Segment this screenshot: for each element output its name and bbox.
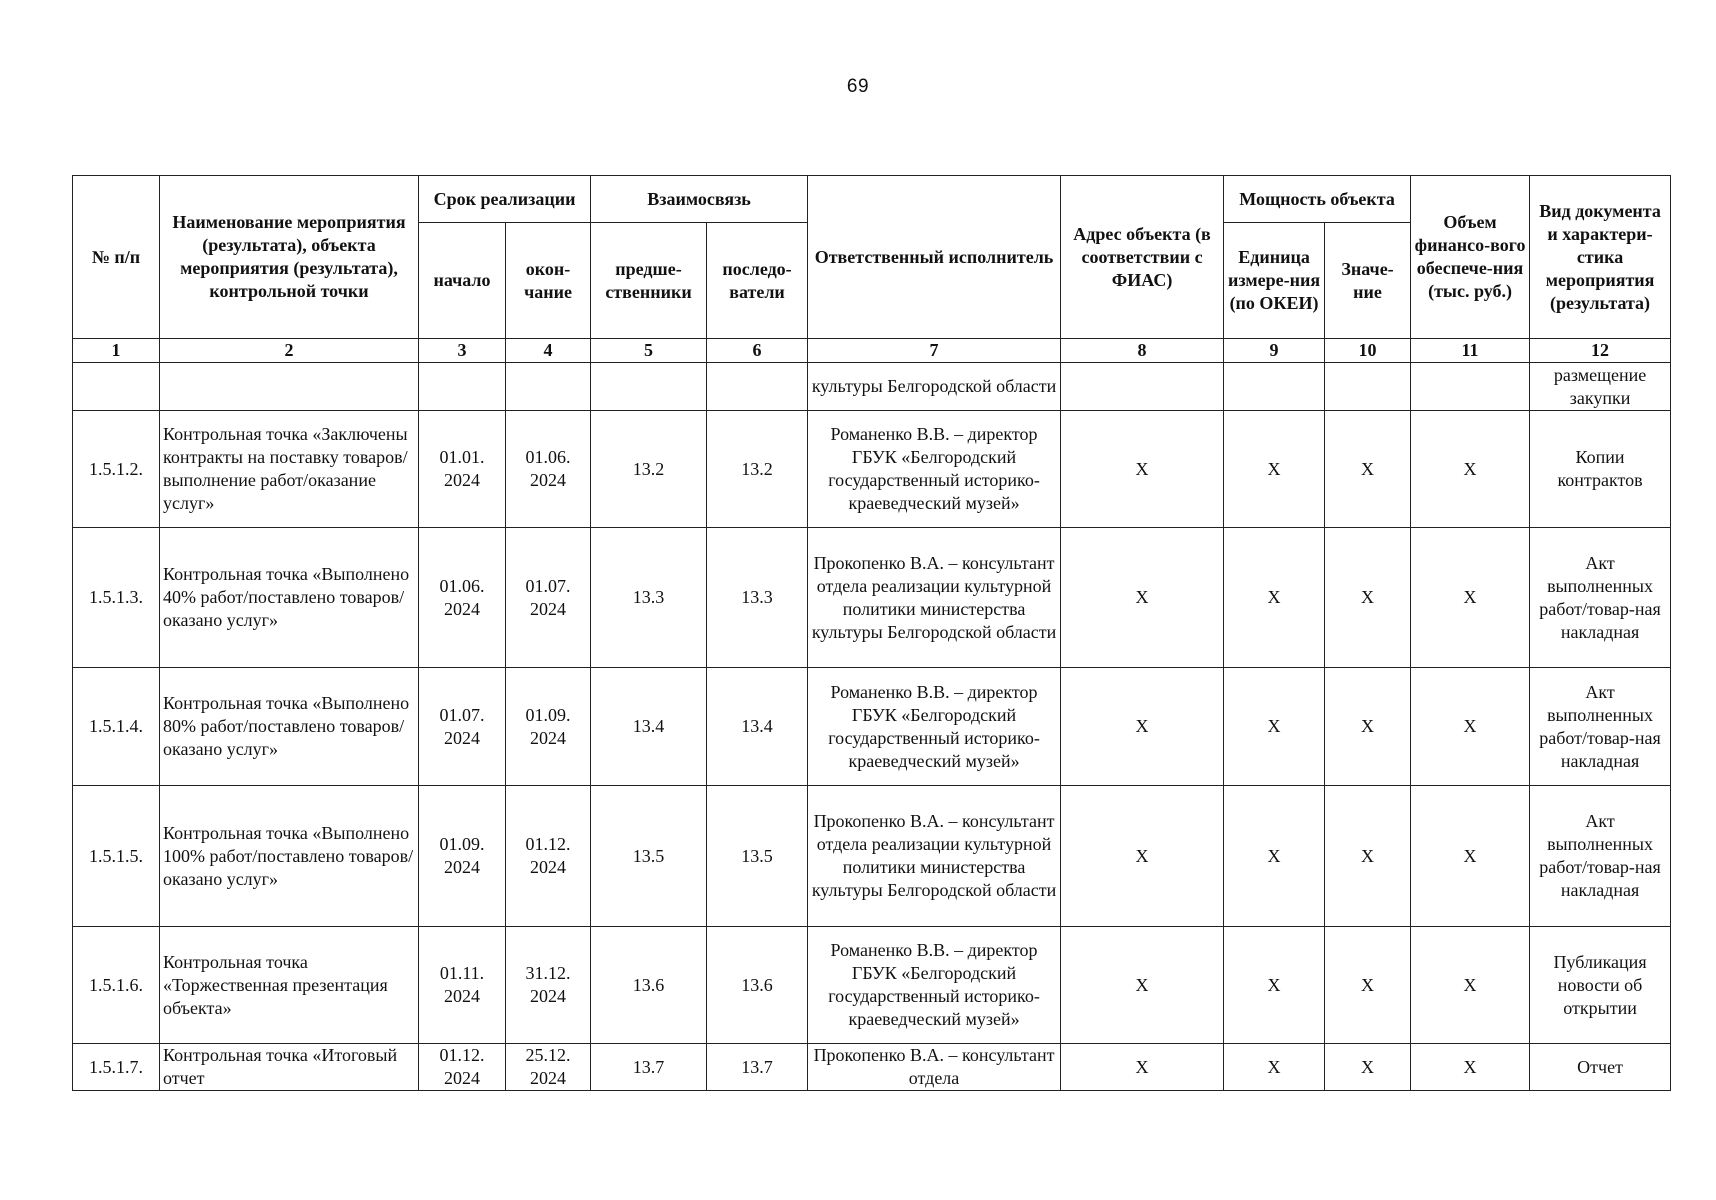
- column-number: 2: [160, 339, 419, 363]
- header-end: окон-чание: [506, 223, 591, 339]
- cell-value: X: [1325, 411, 1411, 528]
- cell-unit: [1224, 363, 1325, 411]
- cell-finance: [1411, 363, 1530, 411]
- cell-address: X: [1061, 411, 1224, 528]
- cell-num: 1.5.1.2.: [73, 411, 160, 528]
- cell-name: Контрольная точка «Выполнено 80% работ/поставлено товаров/оказано услуг»: [160, 668, 419, 786]
- cell-start: 01.07. 2024: [419, 668, 506, 786]
- page-number: 69: [846, 76, 870, 97]
- cell-address: X: [1061, 668, 1224, 786]
- cell-num: [73, 363, 160, 411]
- cell-value: X: [1325, 786, 1411, 927]
- cell-finance: X: [1411, 786, 1530, 927]
- cell-start: [419, 363, 506, 411]
- column-number: 10: [1325, 339, 1411, 363]
- header-successors: последо-ватели: [707, 223, 808, 339]
- cell-name: Контрольная точка «Заключены контракты на поставку товаров/выполнение работ/оказание услуг»: [160, 411, 419, 528]
- column-number: 12: [1530, 339, 1671, 363]
- cell-start: 01.09. 2024: [419, 786, 506, 927]
- cell-end: 01.09. 2024: [506, 668, 591, 786]
- cell-finance: X: [1411, 668, 1530, 786]
- cell-responsible: Романенко В.В. – директор ГБУК «Белгородский государственный историко-краеведческий музей»: [808, 411, 1061, 528]
- column-number: 3: [419, 339, 506, 363]
- table-row: [73, 411, 1671, 528]
- cell-document: Отчет: [1530, 1044, 1671, 1091]
- cell-document: Акт выполненных работ/товар-ная накладная: [1530, 668, 1671, 786]
- cell-num: 1.5.1.4.: [73, 668, 160, 786]
- header-unit: Единица измере-ния (по ОКЕИ): [1224, 223, 1325, 339]
- cell-address: [1061, 363, 1224, 411]
- cell-predecessors: 13.7: [591, 1044, 707, 1091]
- header-capacity-group: Мощность объекта: [1224, 176, 1411, 223]
- cell-finance: X: [1411, 411, 1530, 528]
- cell-successors: 13.5: [707, 786, 808, 927]
- cell-predecessors: [591, 363, 707, 411]
- column-number: 8: [1061, 339, 1224, 363]
- cell-name: Контрольная точка «Итоговый отчет: [160, 1044, 419, 1091]
- column-number: 11: [1411, 339, 1530, 363]
- cell-num: 1.5.1.3.: [73, 528, 160, 668]
- cell-address: X: [1061, 927, 1224, 1044]
- header-name: Наименование мероприятия (результата), объекта мероприятия (результата), контрольной точки: [160, 176, 419, 339]
- cell-predecessors: 13.6: [591, 927, 707, 1044]
- cell-address: X: [1061, 786, 1224, 927]
- cell-start: 01.11. 2024: [419, 927, 506, 1044]
- header-address: Адрес объекта (в соответствии с ФИАС): [1061, 176, 1224, 339]
- cell-name: Контрольная точка «Выполнено 40% работ/поставлено товаров/оказано услуг»: [160, 528, 419, 668]
- table-row: [73, 927, 1671, 1044]
- cell-document: Акт выполненных работ/товар-ная накладная: [1530, 786, 1671, 927]
- cell-value: X: [1325, 668, 1411, 786]
- cell-end: [506, 363, 591, 411]
- cell-predecessors: 13.5: [591, 786, 707, 927]
- cell-successors: 13.6: [707, 927, 808, 1044]
- cell-start: 01.12. 2024: [419, 1044, 506, 1091]
- cell-successors: 13.2: [707, 411, 808, 528]
- cell-document: Акт выполненных работ/товар-ная накладная: [1530, 528, 1671, 668]
- cell-successors: [707, 363, 808, 411]
- cell-start: 01.06. 2024: [419, 528, 506, 668]
- cell-end: 25.12. 2024: [506, 1044, 591, 1091]
- cell-end: 01.07. 2024: [506, 528, 591, 668]
- header-responsible: Ответственный исполнитель: [808, 176, 1061, 339]
- cell-end: 31.12. 2024: [506, 927, 591, 1044]
- cell-predecessors: 13.3: [591, 528, 707, 668]
- cell-end: 01.06. 2024: [506, 411, 591, 528]
- table-row: [73, 1044, 1671, 1091]
- cell-unit: X: [1224, 528, 1325, 668]
- activities-table: [72, 175, 1671, 1091]
- cell-successors: 13.7: [707, 1044, 808, 1091]
- header-predecessors: предше-ственники: [591, 223, 707, 339]
- cell-responsible: Прокопенко В.А. – консультант отдела реализации культурной политики министерства культуры Белгородской области: [808, 528, 1061, 668]
- cell-predecessors: 13.2: [591, 411, 707, 528]
- cell-responsible: культуры Белгородской области: [808, 363, 1061, 411]
- cell-unit: X: [1224, 668, 1325, 786]
- header-period-group: Срок реализации: [419, 176, 591, 223]
- cell-unit: X: [1224, 927, 1325, 1044]
- cell-end: 01.12. 2024: [506, 786, 591, 927]
- table-row: [73, 528, 1671, 668]
- table-row: [73, 786, 1671, 927]
- cell-name: Контрольная точка «Торжественная презентация объекта»: [160, 927, 419, 1044]
- cell-document: размещение закупки: [1530, 363, 1671, 411]
- cell-address: X: [1061, 528, 1224, 668]
- header-value: Значе-ние: [1325, 223, 1411, 339]
- table-row: [73, 668, 1671, 786]
- cell-document: Публикация новости об открытии: [1530, 927, 1671, 1044]
- header-row-top: [73, 176, 1671, 223]
- cell-unit: X: [1224, 786, 1325, 927]
- cell-responsible: Прокопенко В.А. – консультант отдела реализации культурной политики министерства культуры Белгородской области: [808, 786, 1061, 927]
- cell-responsible: Романенко В.В. – директор ГБУК «Белгородский государственный историко-краеведческий музей»: [808, 668, 1061, 786]
- cell-name: [160, 363, 419, 411]
- header-finance: Объем финансо-вого обеспече-ния (тыс. руб.): [1411, 176, 1530, 339]
- header-document: Вид документа и характери-стика мероприятия (результата): [1530, 176, 1671, 339]
- cell-address: X: [1061, 1044, 1224, 1091]
- cell-document: Копии контрактов: [1530, 411, 1671, 528]
- cell-predecessors: 13.4: [591, 668, 707, 786]
- column-number: 9: [1224, 339, 1325, 363]
- column-number: 5: [591, 339, 707, 363]
- header-link-group: Взаимосвязь: [591, 176, 808, 223]
- cell-responsible: Прокопенко В.А. – консультант отдела: [808, 1044, 1061, 1091]
- cell-finance: X: [1411, 528, 1530, 668]
- cell-num: 1.5.1.6.: [73, 927, 160, 1044]
- cell-num: 1.5.1.5.: [73, 786, 160, 927]
- cell-unit: X: [1224, 1044, 1325, 1091]
- cell-num: 1.5.1.7.: [73, 1044, 160, 1091]
- header-start: начало: [419, 223, 506, 339]
- cell-value: X: [1325, 528, 1411, 668]
- cell-responsible: Романенко В.В. – директор ГБУК «Белгородский государственный историко-краеведческий музей»: [808, 927, 1061, 1044]
- header-num: № п/п: [73, 176, 160, 339]
- cell-finance: X: [1411, 927, 1530, 1044]
- cell-value: X: [1325, 927, 1411, 1044]
- cell-finance: X: [1411, 1044, 1530, 1091]
- column-number: 6: [707, 339, 808, 363]
- column-number-row: [73, 339, 1671, 363]
- column-number: 7: [808, 339, 1061, 363]
- cell-successors: 13.4: [707, 668, 808, 786]
- column-number: 1: [73, 339, 160, 363]
- cell-unit: X: [1224, 411, 1325, 528]
- table-row: [73, 363, 1671, 411]
- cell-value: X: [1325, 1044, 1411, 1091]
- cell-name: Контрольная точка «Выполнено 100% работ/поставлено товаров/оказано услуг»: [160, 786, 419, 927]
- cell-successors: 13.3: [707, 528, 808, 668]
- cell-value: [1325, 363, 1411, 411]
- column-number: 4: [506, 339, 591, 363]
- cell-start: 01.01. 2024: [419, 411, 506, 528]
